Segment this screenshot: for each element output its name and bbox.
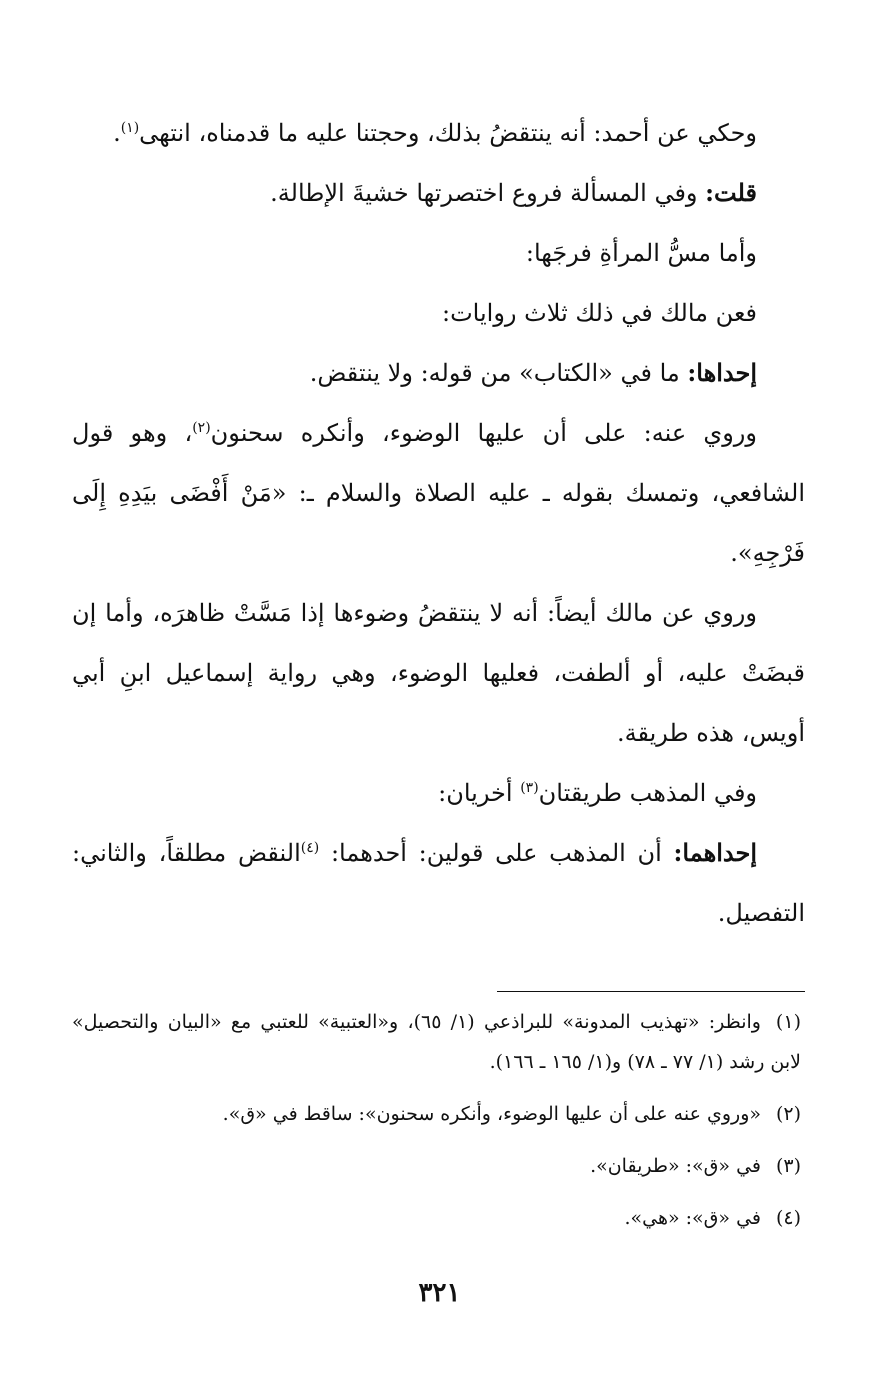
paragraph: وروي عنه: على أن عليها الوضوء، وأنكره سحنون$^{(٢)}$، وهو قول الشافعي، وتمسك بقوله ـ عليه الصلاة والسلام ـ: «مَنْ أَفْضَى بيَدِهِ إِلَى فَرْجِهِ». (72, 419, 805, 567)
paragraph: فعن مالك في ذلك ثلاث روايات: (442, 299, 757, 327)
page-number: ٣٢١ (418, 1278, 461, 1308)
paragraph: وحكي عن أحمد: أنه ينتقضُ بذلك، وحجتنا عليه ما قدمناه، انتهى$^{(١)}$. (113, 119, 757, 147)
footnote-text: وانظر: «تهذيب المدونة» للبراذعي (١/ ٦٥)، و«العتبية» للعتبي مع «البيان والتحصيل» لابن رشد (١/ ٧٧ ـ ٧٨) و(١/ ١٦٥ ـ ١٦٦). (72, 1011, 801, 1073)
footnote-ref: (٢) (192, 420, 211, 436)
footnote (72, 1146, 805, 1186)
paragraph: إحداها: ما في «الكتاب» من قوله: ولا ينتقض. (309, 358, 757, 387)
paragraph: قلت: وفي المسألة فروع اختصرتها خشيةَ الإطالة. (270, 178, 757, 207)
footnote-ref: (٣) (520, 780, 539, 796)
footnote (72, 1094, 805, 1134)
footnote-text: في «ق»: «هي». (624, 1207, 761, 1229)
main-text (72, 103, 805, 943)
footnote-ref: (١) (120, 120, 140, 136)
paragraph-lead: إحداها: (687, 358, 757, 387)
paragraph: وروي عن مالك أيضاً: أنه لا ينتقضُ وضوءها إذا مَسَّتْ ظاهرَه، وأما إن قبضَتْ عليه، أو ألطفت، فعليها الوضوء، وهي رواية إسماعيل ابنِ أبي أويس، هذه طريقة. (72, 599, 806, 747)
footnote (72, 1002, 805, 1082)
footnote (72, 1198, 805, 1238)
footnote-number: (٢) (775, 1103, 801, 1125)
footnote-number: (٣) (775, 1155, 801, 1177)
footnote-number: (١) (775, 1011, 801, 1033)
footnote-separator (497, 991, 805, 992)
paragraph-lead: إحداهما: (673, 838, 757, 867)
paragraph-lead: قلت: (705, 178, 757, 207)
footnotes (72, 1002, 805, 1238)
paragraph: وأما مسُّ المرأةِ فرجَها: (525, 239, 757, 267)
footnote-text: «وروي عنه على أن عليها الوضوء، وأنكره سحنون»: ساقط في «ق». (222, 1103, 761, 1125)
footnote-number: (٤) (775, 1207, 801, 1229)
footnote-text: في «ق»: «طريقان». (590, 1155, 761, 1177)
footnote-ref: (٤) (300, 840, 320, 856)
paragraph: وفي المذهب طريقتان$^{(٣)}$ أخريان: (438, 779, 757, 807)
paragraph: إحداهما: أن المذهب على قولين: أحدهما: $^{(٤)}$النقض مطلقاً، والثاني: التفصيل. (72, 838, 805, 927)
